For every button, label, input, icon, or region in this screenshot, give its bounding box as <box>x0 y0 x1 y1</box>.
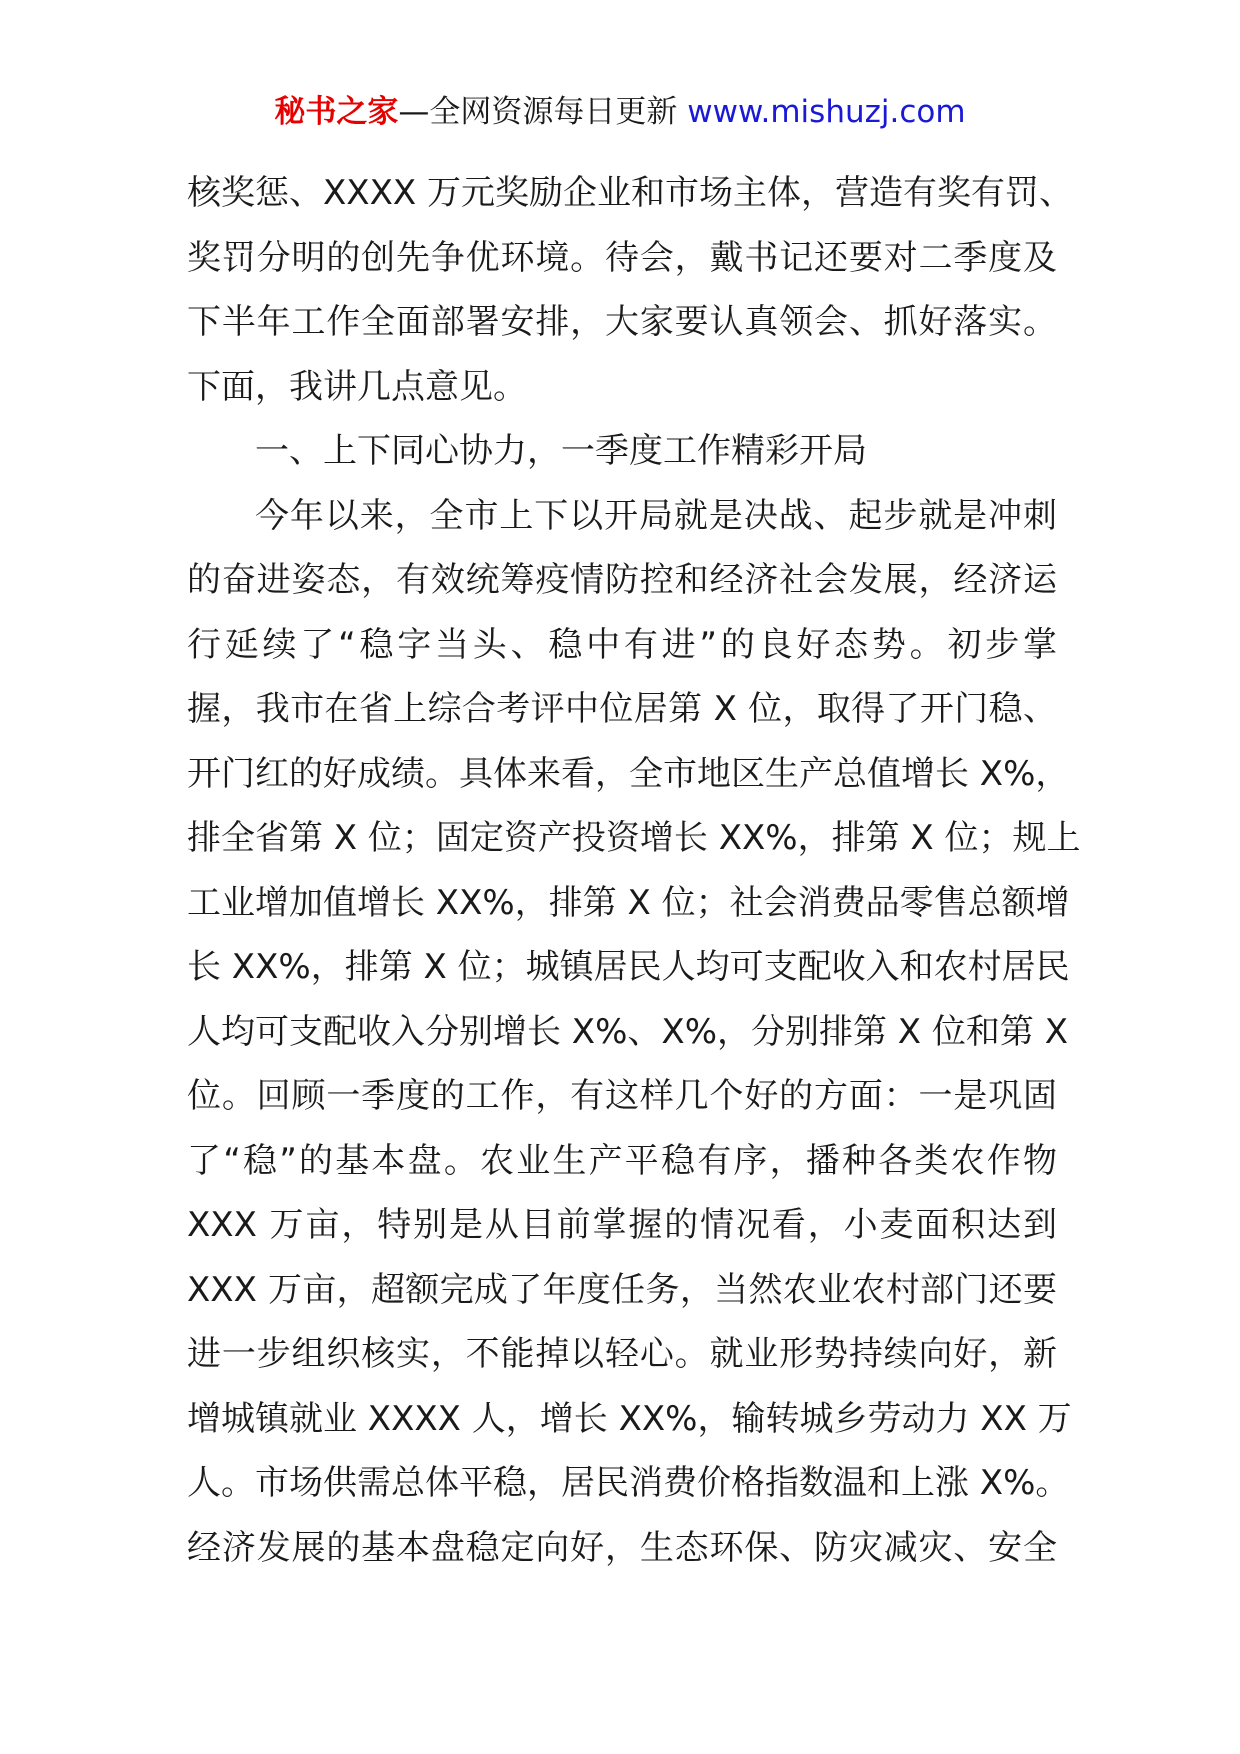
text-line: 人。市场供需总体平稳，居民消费价格指数温和上涨 X%。 <box>187 1463 1070 1503</box>
document-header <box>0 92 1240 132</box>
text-line: XXX 万亩，特别是从目前掌握的情况看，小麦面积达到 <box>187 1205 1057 1245</box>
section-heading: 一、上下同心协力，一季度工作精彩开局 <box>255 431 867 471</box>
document-body <box>187 161 1081 1580</box>
text-line: 人均可支配收入分别增长 X%、X%，分别排第 X 位和第 X <box>187 1011 1069 1052</box>
text-line: 开门红的好成绩。具体来看，全市地区生产总值增长 X%， <box>187 753 1070 794</box>
text-line: 工业增加值增长 XX%，排第 X 位；社会消费品零售总额增 <box>187 882 1070 923</box>
text-line: 长 XX%，排第 X 位；城镇居民人均可支配收入和农村居民 <box>187 947 1070 987</box>
text-line: 经济发展的基本盘稳定向好，生态环保、防灾减灾、安全 <box>187 1527 1057 1568</box>
text-line: 了“稳”的基本盘。农业生产平稳有序，播种各类农作物 <box>187 1140 1057 1181</box>
site-url-link[interactable]: www.mishuzj.com <box>687 94 966 130</box>
text-line: 增城镇就业 XXXX 人，增长 XX%，输转城乡劳动力 XX 万 <box>187 1398 1072 1439</box>
text-line: 今年以来，全市上下以开局就是决战、起步就是冲刺 <box>255 495 1057 536</box>
text-line: 奖罚分明的创先争优环境。待会，戴书记还要对二季度及 <box>187 237 1057 278</box>
text-line: 核奖惩、XXXX 万元奖励企业和市场主体，营造有奖有罚、 <box>187 173 1073 213</box>
text-line: 排全省第 X 位；固定资产投资增长 XX%，排第 X 位；规上 <box>187 818 1081 858</box>
site-tagline: —全网资源每日更新 <box>398 94 678 130</box>
site-brand: 秘书之家 <box>274 94 399 130</box>
text-line: 下面，我讲几点意见。 <box>187 366 527 407</box>
text-line: XXX 万亩，超额完成了年度任务，当然农业农村部门还要 <box>187 1269 1057 1310</box>
text-line: 的奋进姿态，有效统筹疫情防控和经济社会发展，经济运 <box>187 560 1057 600</box>
text-line: 进一步组织核实，不能掉以轻心。就业形势持续向好，新 <box>187 1334 1057 1374</box>
text-line: 下半年工作全面部署安排，大家要认真领会、抓好落实。 <box>187 302 1057 342</box>
text-line: 行延续了“稳字当头、稳中有进”的良好态势。初步掌 <box>187 624 1057 665</box>
text-line: 位。回顾一季度的工作，有这样几个好的方面：一是巩固 <box>187 1076 1057 1116</box>
text-line: 握，我市在省上综合考评中位居第 X 位，取得了开门稳、 <box>187 689 1057 729</box>
